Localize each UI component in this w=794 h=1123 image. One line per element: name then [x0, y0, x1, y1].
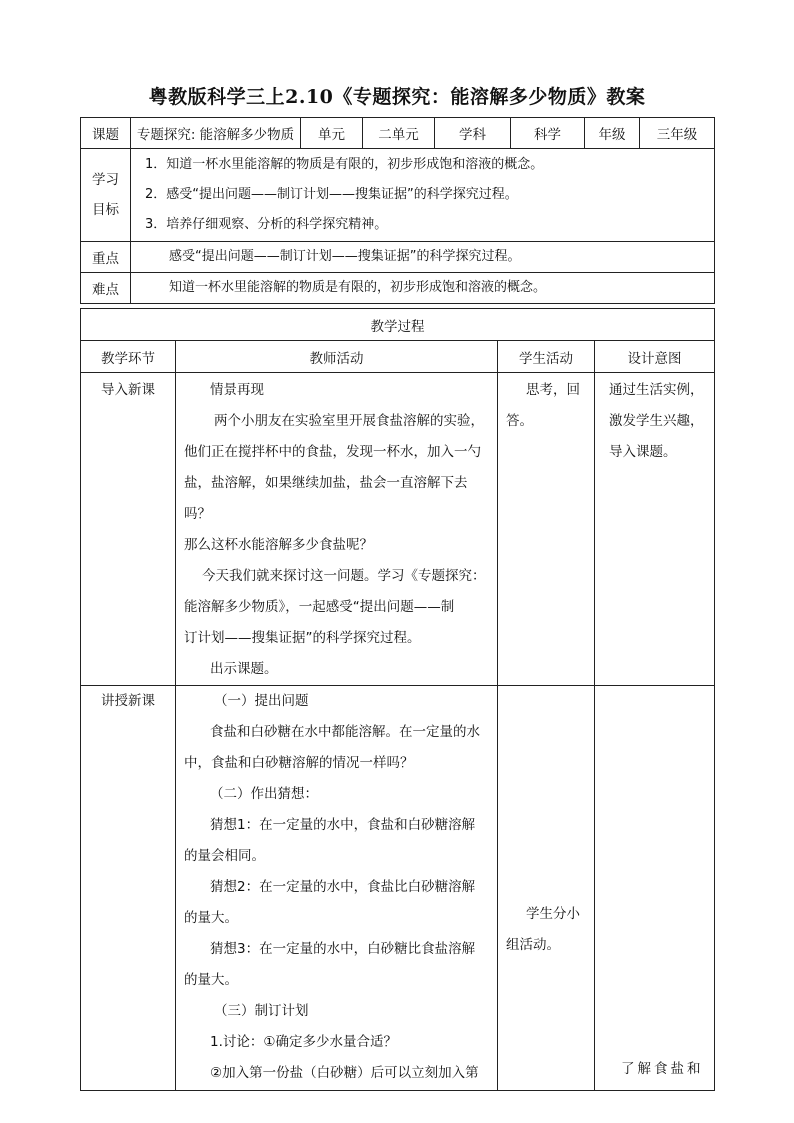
stage-cell — [81, 686, 176, 1091]
process-header: 教学过程 — [81, 309, 715, 341]
teacher-line: （二）作出猜想： — [210, 786, 318, 802]
stage-cell — [81, 373, 176, 686]
teacher-line: （三）制订计划 — [214, 1003, 309, 1019]
objectives-label-line: 目标 — [92, 202, 119, 218]
teacher-line: 食盐和白砂糖在水中都能溶解。在一定量的水 — [210, 724, 480, 740]
student-activity-cell — [498, 373, 595, 686]
teacher-line: 1.讨论：①确定多少水量合适？ — [210, 1034, 397, 1050]
difficulty-value: 知道一杯水里能溶解的物质是有限的，初步形成饱和溶液的概念。 — [131, 273, 715, 304]
teacher-line: 那么这杯水能溶解多少食盐呢？ — [184, 537, 373, 553]
objective-item: 3．培养仔细观察、分析的科学探究精神。 — [145, 217, 388, 232]
intent-line: 通过生活实例， — [609, 382, 704, 398]
column-header: 教师活动 — [176, 341, 498, 373]
stage-label: 讲授新课 — [101, 693, 155, 709]
key-label: 重点 — [81, 242, 131, 273]
objective-item: 2．感受“提出问题——制订计划——搜集证据”的科学探究过程。 — [145, 187, 518, 202]
difficulty-label: 难点 — [81, 273, 131, 304]
teacher-line: 订计划——搜集证据”的科学探究过程。 — [184, 630, 421, 646]
objectives-cell — [131, 149, 715, 242]
teacher-activity-cell — [176, 686, 498, 1091]
intent-line: 激发学生兴趣， — [609, 413, 704, 429]
teacher-line: 中，食盐和白砂糖溶解的情况一样吗？ — [184, 755, 414, 771]
key-value: 感受“提出问题——制订计划——搜集证据”的科学探究过程。 — [131, 242, 715, 273]
grade-label: 年级 — [585, 118, 640, 149]
stage-label: 导入新课 — [101, 382, 155, 398]
teacher-line: 情景再现 — [210, 382, 264, 398]
teacher-line: 猜想1：在一定量的水中，食盐和白砂糖溶解 — [210, 817, 476, 833]
column-header: 学生活动 — [498, 341, 595, 373]
teacher-line: 盐，盐溶解，如果继续加盐，盐会一直溶解下去吗？ — [184, 475, 468, 522]
table-row — [81, 373, 715, 686]
teacher-line: 的量大。 — [184, 910, 238, 926]
topic-value: 专题探究: 能溶解多少物质 — [131, 118, 301, 149]
column-header: 设计意图 — [595, 341, 715, 373]
student-line: 答。 — [506, 413, 533, 429]
column-header: 教学环节 — [81, 341, 176, 373]
objective-item: 1．知道一杯水里能溶解的物质是有限的，初步形成饱和溶液的概念。 — [145, 157, 544, 172]
teacher-line: 的量会相同。 — [184, 848, 265, 864]
objectives-label-line: 学习 — [92, 172, 119, 188]
design-intent-cell — [595, 686, 715, 1091]
unit-label: 单元 — [301, 118, 363, 149]
document-title: 粤教版科学三上2.10《专题探究：能溶解多少物质》教案 — [148, 86, 646, 108]
design-intent-cell — [595, 373, 715, 686]
grade-value: 三年级 — [640, 118, 715, 149]
info-table — [80, 117, 715, 304]
process-table — [80, 308, 715, 1091]
teacher-line: 他们正在搅拌杯中的食盐，发现一杯水，加入一勺 — [184, 444, 481, 460]
teacher-line: 出示课题。 — [210, 661, 278, 677]
intent-line: 了解食盐和 — [621, 1061, 704, 1077]
teacher-line: 能溶解多少物质》，一起感受“提出问题——制 — [184, 599, 455, 615]
student-activity-cell — [498, 686, 595, 1091]
unit-value: 二单元 — [363, 118, 435, 149]
student-line: 组活动。 — [506, 937, 560, 953]
objectives-label — [81, 149, 131, 242]
student-line: 思考，回 — [526, 382, 580, 398]
teacher-line: （一）提出问题 — [214, 693, 309, 709]
table-row — [81, 686, 715, 1091]
subject-value: 科学 — [511, 118, 585, 149]
student-line: 学生分小 — [526, 906, 580, 922]
teacher-line: ②加入第一份盐（白砂糖）后可以立刻加入第 — [210, 1065, 479, 1081]
teacher-line: 两个小朋友在实验室里开展食盐溶解的实验， — [214, 413, 484, 429]
intent-line: 导入课题。 — [609, 444, 677, 460]
teacher-line: 猜想3：在一定量的水中，白砂糖比食盐溶解 — [210, 941, 476, 957]
teacher-activity-cell — [176, 373, 498, 686]
topic-label: 课题 — [81, 118, 131, 149]
teacher-line: 今天我们就来探讨这一问题。学习《专题探究： — [202, 568, 486, 584]
student-activity-block — [506, 899, 580, 961]
teacher-line: 的量大。 — [184, 972, 238, 988]
teacher-line: 猜想2：在一定量的水中，食盐比白砂糖溶解 — [210, 879, 476, 895]
subject-label: 学科 — [435, 118, 511, 149]
